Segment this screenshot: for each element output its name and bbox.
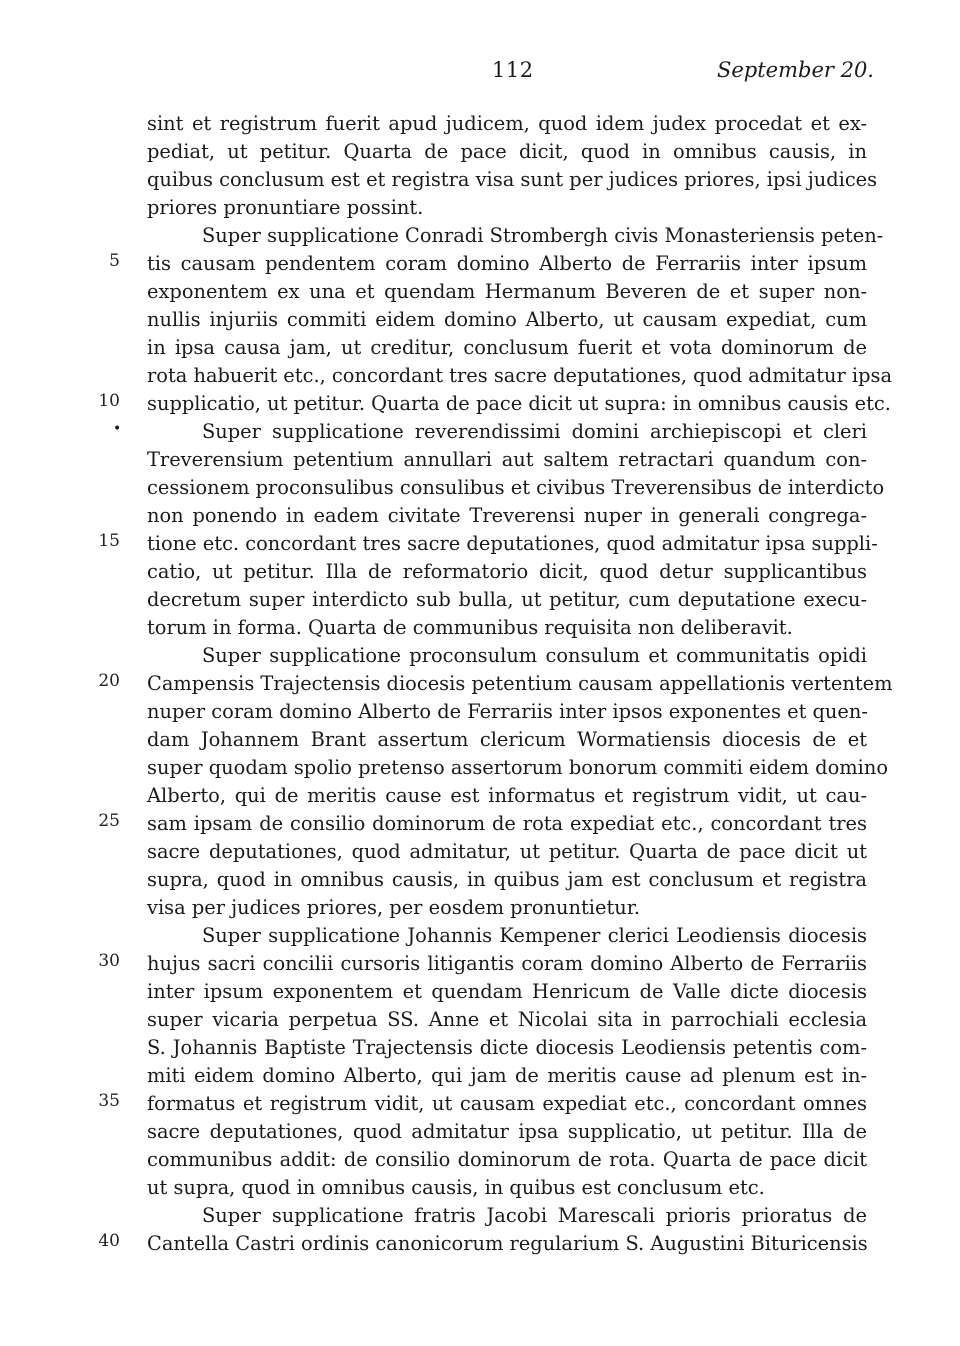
running-head: September 20. [716,58,874,82]
page-header [0,58,960,92]
text-line: formatus et registrum vidit, ut causam expediat etc., concordant omnes [147,1092,867,1115]
text-line: cessionem proconsulibus consulibus et civibus Treverensibus de interdicto [147,476,885,499]
text-line: Treverensium petentium annullari aut saltem retractari quandum con- [147,448,867,471]
text-line: exponentem ex una et quendam Hermanum Beveren de et super non- [147,280,867,303]
line-number: 40 [98,1231,120,1251]
text-line: inter ipsum exponentem et quendam Henricum de Valle dicte diocesis [147,980,867,1003]
text-line: Cantella Castri ordinis canonicorum regularium S. Augustini Bituricensis [147,1232,868,1255]
paragraph-start-line: Super supplicatione Johannis Kempener clerici Leodiensis diocesis [202,924,867,947]
margin-marker: • [113,421,122,437]
text-line: sacre deputationes, quod admitatur ipsa supplicatio, ut petitur. Illa de [147,1120,867,1143]
text-line: catio, ut petitur. Illa de reformatorio dicit, quod detur supplicantibus [147,560,867,583]
text-line: super vicaria perpetua SS. Anne et Nicolai sita in parrochiali ecclesia [147,1008,867,1031]
paragraph-start-line: Super supplicatione proconsulum consulum et communitatis opidi [202,644,867,667]
page-number: 112 [492,58,534,82]
text-line: sacre deputationes, quod admitatur, ut petitur. Quarta de pace dicit ut [147,840,867,863]
line-number: 25 [98,811,120,831]
line-number: 5 [109,251,120,271]
text-line: non ponendo in eadem civitate Treverensi nuper in generali congrega- [147,504,867,527]
text-line: miti eidem domino Alberto, qui jam de meritis cause ad plenum est in- [147,1064,867,1087]
line-number: 15 [98,531,120,551]
text-line: dam Johannem Brant assertum clericum Wormatiensis diocesis de et [147,728,867,751]
text-line: nullis injuriis commiti eidem domino Alberto, ut causam expediat, cum [147,308,867,331]
text-line: S. Johannis Baptiste Trajectensis dicte diocesis Leodiensis petentis com- [147,1036,867,1059]
line-number: 10 [98,391,120,411]
text-line: tis causam pendentem coram domino Alberto de Ferrariis inter ipsum [147,252,867,275]
line-number: 30 [98,951,120,971]
text-line: super quodam spolio pretenso assertorum bonorum commiti eidem domino [147,756,889,779]
text-line: sint et registrum fuerit apud judicem, quod idem judex procedat et ex- [147,112,867,135]
text-line: nuper coram domino Alberto de Ferrariis inter ipsos exponentes et quen- [147,700,868,723]
text-line: tione etc. concordant tres sacre deputationes, quod admitatur ipsa suppli- [147,532,878,555]
text-line: visa per judices priores, per eosdem pronuntietur. [147,896,641,919]
text-line: rota habuerit etc., concordant tres sacre deputationes, quod admitatur ipsa [147,364,893,387]
text-line: Campensis Trajectensis diocesis petentium causam appellationis vertentem [147,672,893,695]
text-line: quibus conclusum est et registra visa sunt per judices priores, ipsi judices [147,168,878,191]
paragraph-start-line: Super supplicatione reverendissimi domini archiepiscopi et cleri [202,420,867,443]
paragraph-start-line: Super supplicatione fratris Jacobi Marescali prioris prioratus de [202,1204,867,1227]
text-line: communibus addit: de consilio dominorum de rota. Quarta de pace dicit [147,1148,867,1171]
text-line: supplicatio, ut petitur. Quarta de pace dicit ut supra: in omnibus causis etc. [147,392,891,415]
paragraph-start-line: Super supplicatione Conradi Strombergh civis Monasteriensis peten- [202,224,884,247]
line-number: 35 [98,1091,120,1111]
text-line: Alberto, qui de meritis cause est informatus et registrum vidit, ut cau- [147,784,867,807]
text-line: torum in forma. Quarta de communibus requisita non deliberavit. [147,616,793,639]
text-line: hujus sacri concilii cursoris litigantis coram domino Alberto de Ferrariis [147,952,867,975]
text-line: supra, quod in omnibus causis, in quibus jam est conclusum et registra [147,868,867,891]
text-line: ut supra, quod in omnibus causis, in quibus est conclusum etc. [147,1176,765,1199]
line-number: 20 [98,671,120,691]
text-line: pediat, ut petitur. Quarta de pace dicit, quod in omnibus causis, in [147,140,867,163]
text-line: sam ipsam de consilio dominorum de rota expediat etc., concordant tres [147,812,867,835]
text-line: priores pronuntiare possint. [147,196,424,219]
text-line: decretum super interdicto sub bulla, ut petitur, cum deputatione execu- [147,588,867,611]
text-line: in ipsa causa jam, ut creditur, conclusum fuerit et vota dominorum de [147,336,867,359]
